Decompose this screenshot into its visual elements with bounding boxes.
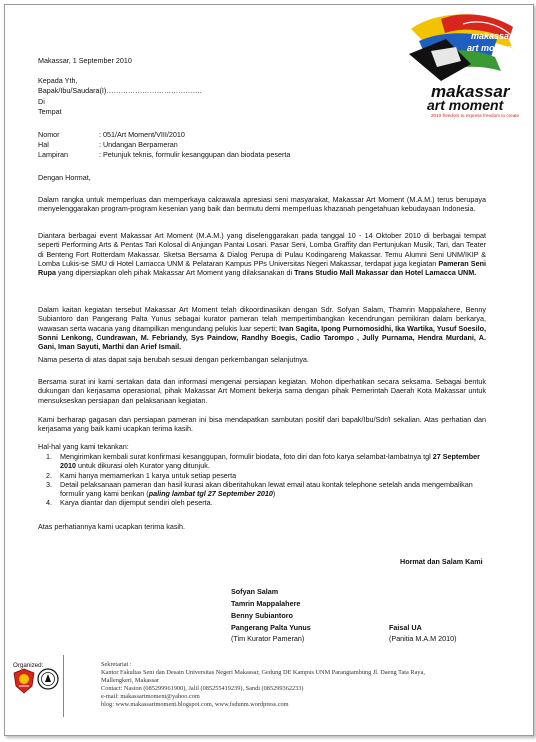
signer-2: Tamrin Mappalahere bbox=[231, 599, 301, 608]
list-item bbox=[38, 480, 488, 499]
paragraph-cooperation: Bersama surat ini kami sertakan data dan informasi mengenai persiapan kegiatan. Mohon diperhatikan secara seksama. Sebagai bentuk dukungan dan kerjasama operasional, pihak Makassar Art Moment bekerja sama dengan pihak Pemerintah Daerah Kota Makassar untuk mensukseskan persiapan dan pelaksanaan kegiatan. bbox=[38, 377, 486, 405]
recipient-di: Di bbox=[38, 97, 45, 106]
list-deadline: 27 September 2010 bbox=[60, 452, 480, 471]
unm-emblem-icon bbox=[13, 668, 35, 694]
closing: Atas perhatiannya kami ucapkan terima kasih. bbox=[38, 522, 186, 531]
letter-page bbox=[4, 4, 534, 736]
recipient-place: Tempat bbox=[38, 107, 62, 116]
signer-1: Sofyan Salam bbox=[231, 587, 279, 596]
logo-title-line2: art moment bbox=[427, 97, 504, 113]
footer-line: Sekretariat : bbox=[101, 661, 132, 668]
paragraph-events-text2: yang dipersiapkan oleh pihak Makassar Art Moment yang dilaksanakan di bbox=[55, 268, 295, 278]
paragraph-intro: Dalam rangka untuk memperluas dan memperkaya cakrawala apresiasi seni masyarakat, Makassar Art Moment (M.A.M.) terus berupaya menyelenggarakan program-program kesenian yang baik dan bermutu demi memperluas khazanah pengetahuan kebudayaan Indonesia. bbox=[38, 195, 486, 214]
makassar-art-moment-logo bbox=[401, 9, 521, 119]
recipient-name: Bapak/Ibu/Saudara(I)…………………………………. bbox=[38, 86, 202, 95]
regards: Hormat dan Salam Kami bbox=[400, 557, 483, 566]
place-date: Makassar, 1 September 2010 bbox=[38, 56, 132, 65]
list-text: Kami hanya memamerkan 1 karya untuk setiap peserta bbox=[60, 470, 237, 480]
footer-email: e-mail: makassartmoment@yahoo.com bbox=[101, 693, 200, 700]
paragraph-events-highlight: Pameran Seni Rupa bbox=[38, 258, 486, 278]
meta-label-lampiran: Lampiran bbox=[38, 150, 68, 159]
curator-team: (Tim Kurator Pameran) bbox=[231, 634, 305, 643]
organized-label: Organized: bbox=[13, 662, 44, 669]
list-text: Mengirimkan kembali surat konfirmasi kesanggupan, formulir biodata, foto diri dan foto karya selambat-lambatnya tgl bbox=[60, 452, 433, 461]
list-item bbox=[38, 498, 488, 507]
list-number: 4. bbox=[46, 498, 52, 508]
logo-tagline: 2010 freedom to express freedom to create bbox=[431, 113, 520, 118]
list-number: 1. bbox=[46, 452, 52, 461]
paragraph-curators bbox=[38, 305, 486, 351]
emphasis-list bbox=[38, 452, 488, 508]
footer-contact: Contact: Naston (085299961900), Jalil (085255419239), Sandi (085299362233) bbox=[101, 685, 304, 692]
greeting: Dengan Hormat, bbox=[38, 173, 91, 182]
meta-label-hal: Hal bbox=[38, 140, 49, 149]
logo-title-line1: makassar bbox=[431, 82, 510, 101]
meta-value-lampiran: : Petunjuk teknis, formulir kesanggupan dan biodata peserta bbox=[99, 150, 291, 159]
paragraph-events bbox=[38, 231, 486, 277]
list-text: Karya diantar dan dijemput sendiri oleh peserta. bbox=[60, 498, 213, 508]
list-intro: Hal-hal yang kami tekankan: bbox=[38, 442, 129, 451]
chair-name: Faisal UA bbox=[389, 623, 422, 632]
logo-middle-text: art moment bbox=[467, 43, 517, 53]
paragraph-participants-note: Nama peserta di atas dapat saja berubah sesuai dengan perkembangan selanjutnya. bbox=[38, 355, 309, 364]
meta-label-nomor: Nomor bbox=[38, 130, 60, 139]
chair-role: (Panitia M.A.M 2010) bbox=[389, 634, 457, 643]
footer-divider bbox=[63, 655, 64, 717]
footer-line: Mallengkeri, Makassar bbox=[101, 677, 160, 684]
list-text: Detail pelaksanaan pameran dan hasil kurasi akan diberitahukan lewat email atau kontak telephone setelah anda mengembalikan formulir yang kami berikan ( bbox=[60, 479, 473, 499]
logo-top-text: makassar bbox=[471, 31, 513, 41]
footer-blog: blog: www.makassartmoment.blogspot.com, www.fsdunm.wordpress.com bbox=[101, 701, 289, 708]
paragraph-artists: Ivan Sagita, Ipong Purnomosidhi, Ika Wartika, Yusuf Soesilo, Sonni Lenkong, Cundrawan, M. Febriandy, Sys Paindow, Randhy Boegis, Cadio Tarompo , Jully Purnama, Hendra Murdani, A. Gani, Iman Sayuti, Marthi dan Arief Ismail. bbox=[38, 323, 486, 352]
paragraph-events-text: Diantara berbagai event Makassar Art Moment (M.A.M.) yang diselenggarakan pada tanggal 10 - 14 Oktober 2010 di berbagai tempat seperti Performing Arts & Pentas Tari Kolosal di Anjungan Pantai Losari. Pasar Seni, Lomba Graffity dan Pertunjukan Musik, Tari, dan Teater di Benteng Fort Rotterdam Makassar. Sketsa Bersama & Dialog Perupa di Pulau Kodingareng Makassar. Temu Alumni Seni UNM/IKIP & Lomba Lukis-se SMU di Hotel Lamacca UNM & Pelataran Kampus PPs Universitas Negeri Makassar, terdapat juga kegiatan bbox=[38, 231, 486, 268]
list-text-end: ) bbox=[272, 489, 276, 499]
paragraph-events-venue: Trans Studio Mall Makassar dan Hotel Lamacca UNM. bbox=[294, 268, 477, 278]
list-deadline: paling lambat tgl 27 September 2010 bbox=[148, 489, 273, 499]
footer-line: Kantor Fakultas Seni dan Desain Universitas Negeri Makassar, Gedung DE Kampus UNM Parangtambung Jl. Daeng Tata Raya, bbox=[101, 669, 425, 676]
signer-4: Pangerang Palta Yunus bbox=[231, 623, 311, 632]
list-item bbox=[38, 471, 488, 480]
signer-3: Benny Subiantoro bbox=[231, 611, 293, 620]
list-item bbox=[38, 452, 488, 471]
paragraph-hope: Kami berharap gagasan dan persiapan pameran ini bisa mendapatkan sambutan positif dari bapak/Ibu/Sdr/I sekalian. Atas perhatian dan kerjasama yang baik kami ucapkan terima kasih. bbox=[38, 415, 486, 434]
paragraph-curators-text: Dalam kaitan kegiatan tersebut Makassar Art Moment telah dikoordinasikan dengan Sdr. Sofyan Salam, Thamrin Mappalahere, Benny Subiantoro dan Pangerang Palta Yunus sebagai kurator pameran telah mempertimbangkan kecendrungan pemikiran dalam berkarya, wawasan serta wacana yang ditampilkan mengundang pelukis luar seperti; bbox=[38, 305, 486, 333]
university-seal-icon bbox=[37, 668, 59, 690]
meta-value-hal: : Undangan Berpameran bbox=[99, 140, 178, 149]
meta-value-nomor: : 051/Art Moment/VIII/2010 bbox=[99, 130, 185, 139]
recipient-to: Kepada Yth, bbox=[38, 76, 78, 85]
list-number: 2. bbox=[46, 470, 52, 480]
list-text-end: untuk dikurasi oleh Kurator yang ditunjuk. bbox=[76, 461, 210, 471]
list-number: 3. bbox=[46, 479, 52, 489]
